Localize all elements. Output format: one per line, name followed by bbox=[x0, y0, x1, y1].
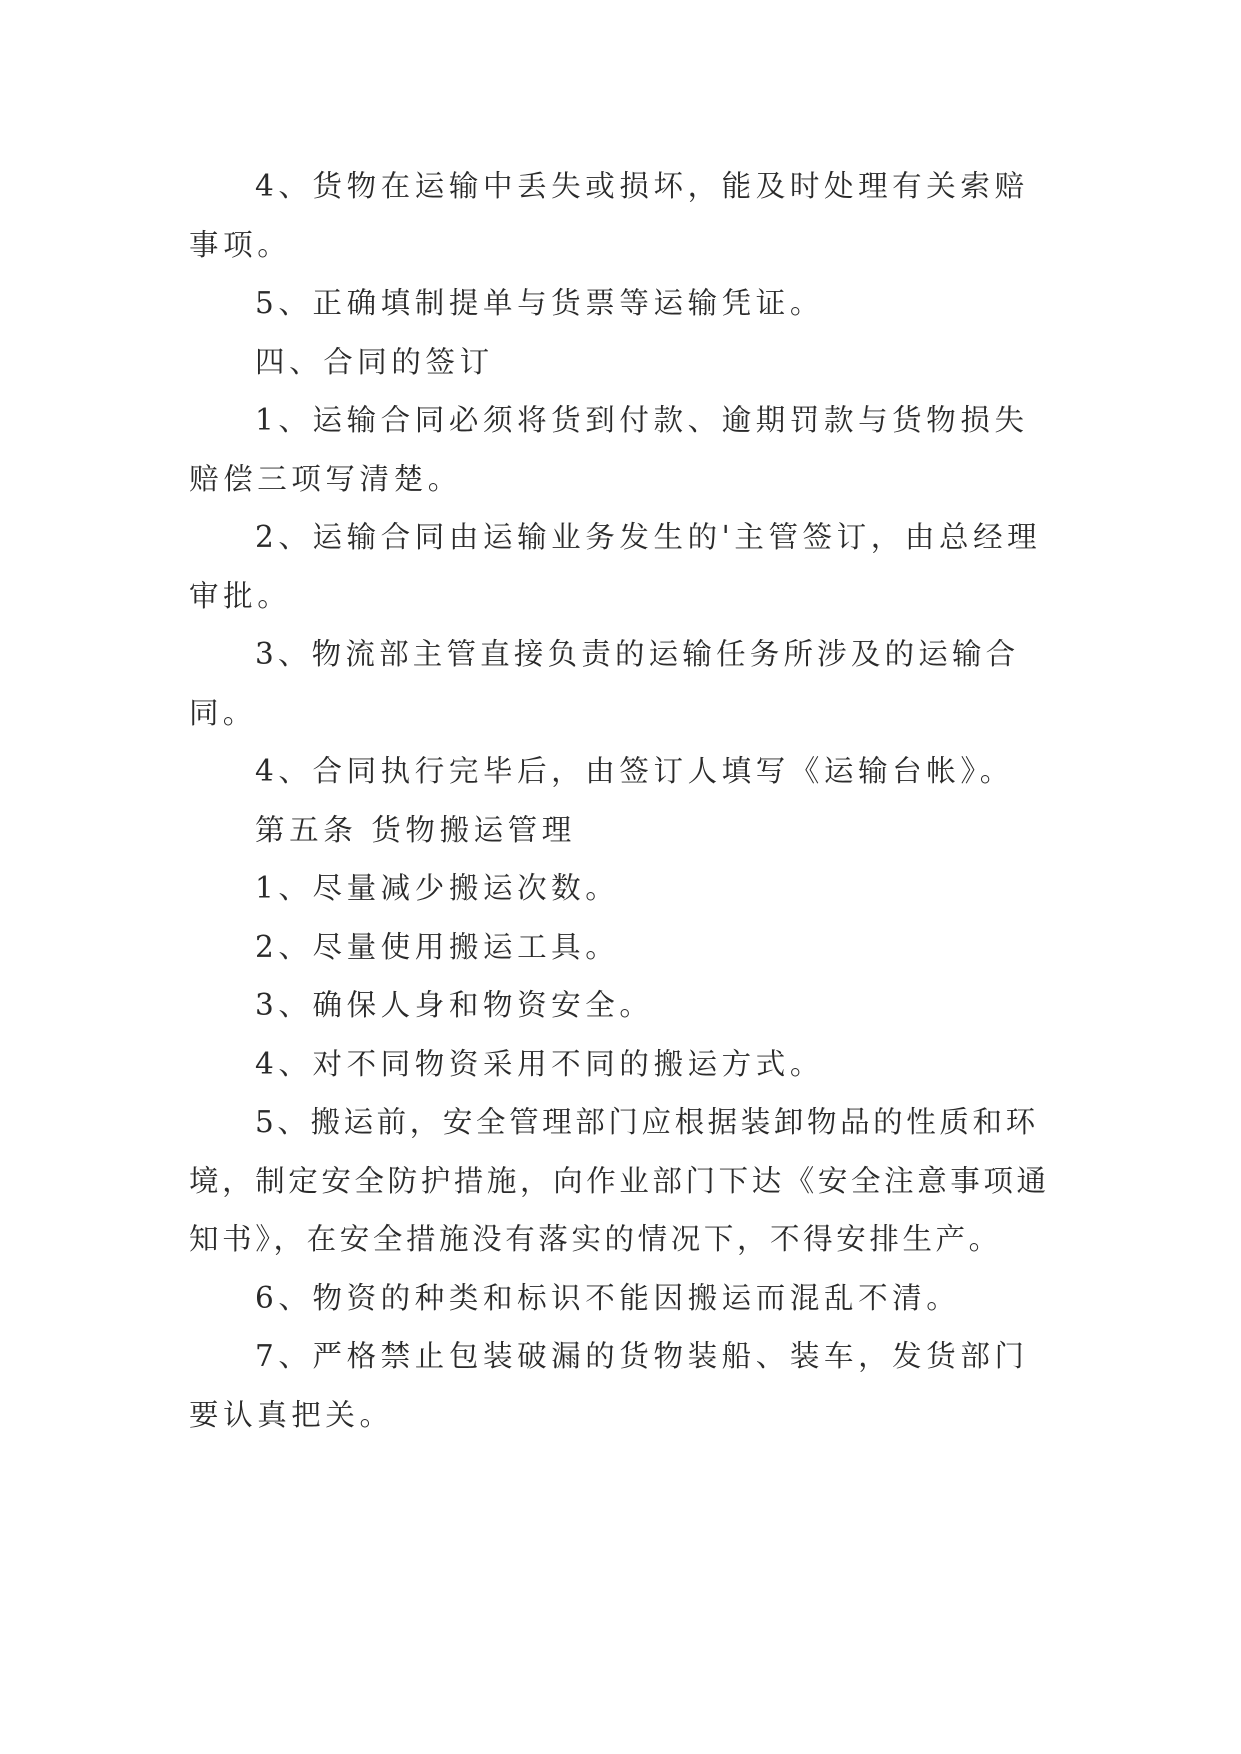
section-heading-contract-signing: 四、合同的签订 bbox=[255, 344, 494, 379]
paragraph-material-identification: 6、物资的种类和标识不能因搬运而混乱不清。 bbox=[255, 1280, 961, 1315]
article-heading-cargo-handling: 第五条 货物搬运管理 bbox=[255, 812, 576, 847]
paragraph-personal-safety: 3、确保人身和物资安全。 bbox=[255, 988, 654, 1022]
paragraph-transport-ledger: 4、合同执行完毕后，由签订人填写《运输台帐》。 bbox=[255, 754, 1014, 788]
paragraph-transport-vouchers: 5、正确填制提单与货票等运输凭证。 bbox=[255, 286, 824, 320]
paragraph-cargo-loss-claims: 4、货物在运输中丢失或损坏，能及时处理有关索赔事项。 bbox=[189, 169, 1029, 262]
paragraph-reduce-handling: 1、尽量减少搬运次数。 bbox=[255, 871, 620, 905]
paragraph-handling-methods: 4、对不同物资采用不同的搬运方式。 bbox=[255, 1046, 824, 1081]
paragraph-contract-approval: 2、运输合同由运输业务发生的'主管签订，由总经理审批。 bbox=[189, 520, 1042, 613]
document-body bbox=[189, 157, 1059, 1444]
paragraph-logistics-supervisor: 3、物流部主管直接负责的运输任务所涉及的运输合同。 bbox=[189, 637, 1020, 730]
paragraph-contract-terms: 1、运输合同必须将货到付款、逾期罚款与货物损失赔偿三项写清楚。 bbox=[189, 403, 1029, 496]
paragraph-use-handling-tools: 2、尽量使用搬运工具。 bbox=[255, 929, 620, 964]
paragraph-safety-measures: 5、搬运前，安全管理部门应根据装卸物品的性质和环境，制定安全防护措施，向作业部门下达《安全注意事项通知书》，在安全措施没有落实的情况下，不得安排生产。 bbox=[189, 1105, 1050, 1256]
paragraph-damaged-packaging: 7、严格禁止包装破漏的货物装船、装车，发货部门要认真把关。 bbox=[189, 1339, 1029, 1432]
